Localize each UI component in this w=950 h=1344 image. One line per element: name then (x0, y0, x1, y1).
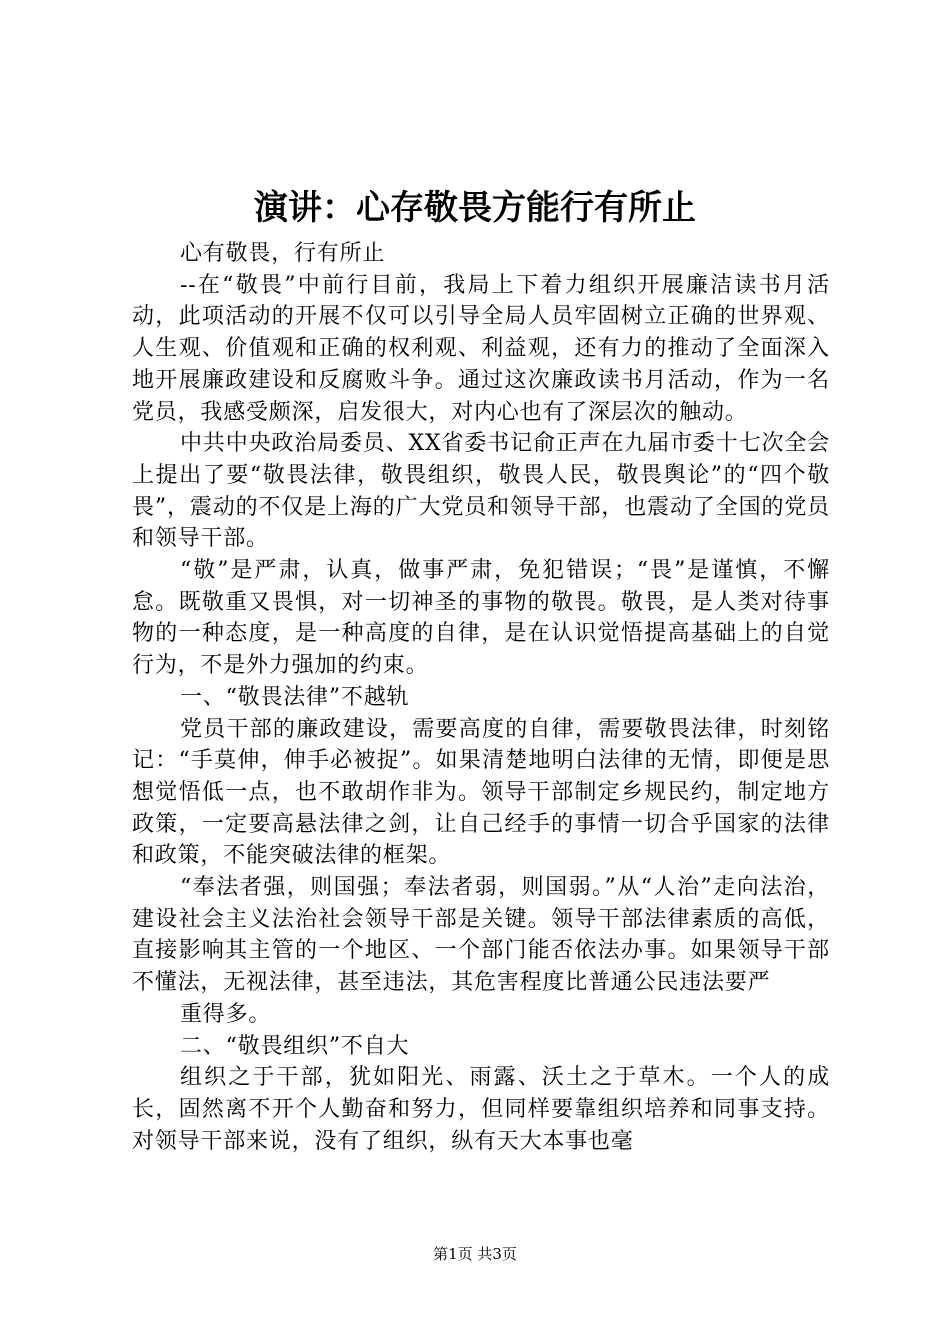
paragraph-intro: --在“敬畏”中前行目前，我局上下着力组织开展廉洁读书月活动，此项活动的开展不仅可以引导全局人员牢固树立正确的世界观、人生观、价值观和正确的权利观、利益观，还有力的推动了全面深入地开展廉政建设和反腐败斗争。通过这次廉政读书月活动，作为一名党员，我感受颇深，启发很大，对内心也有了深层次的触动。 (132, 272, 830, 425)
paragraph-awe-definition: “敬”是严肃，认真，做事严肃，免犯错误；“畏”是谨慎，不懈怠。既敬重又畏惧，对一切神圣的事物的敬畏。敬畏，是人类对待事物的一种态度，是一种高度的自律，是在认识觉悟提高基础上的自觉行为，不是外力强加的约束。 (132, 558, 830, 679)
paragraph-four-awe: 中共中央政治局委员、XX省委书记俞正声在九届市委十七次全会上提出了要“敬畏法律，敬畏组织，敬畏人民，敬畏舆论”的“四个敬畏”，震动的不仅是上海的广大党员和领导干部，也震动了全国的党员和领导干部。 (132, 431, 830, 552)
paragraph-continuation: 重得多。 (180, 1001, 272, 1027)
paragraph-organization: 组织之于干部，犹如阳光、雨露、沃土之于草木。一个人的成长，固然离不开个人勤奋和努力，但同样要靠组织培养和同事支持。对领导干部来说，没有了组织，纵有天大本事也毫 (132, 1065, 830, 1154)
section-heading-organization: 二、“敬畏组织”不自大 (180, 1033, 410, 1059)
section-heading-law: 一、“敬畏法律”不越轨 (180, 684, 410, 710)
document-body (132, 238, 830, 1157)
page-title: 演讲：心存敬畏方能行有所止 (254, 188, 696, 228)
paragraph-rule-of-law: “奉法者强，则国强；奉法者弱，则国弱。”从“人治”走向法治，建设社会主义法治社会领导干部是关键。领导干部法律素质的高低，直接影响其主管的一个地区、一个部门能否依法办事。如果领导干部不懂法，无视法律，甚至违法，其危害程度比普通公民违法要严 (132, 875, 830, 996)
page-footer: 第1页 共3页 (433, 1245, 517, 1263)
paragraph-law-self-discipline: 党员干部的廉政建设，需要高度的自律，需要敬畏法律，时刻铭记：“手莫伸，伸手必被捉”。如果清楚地明白法律的无情，即便是思想觉悟低一点，也不敢胡作非为。领导干部制定乡规民约，制定地方政策，一定要高悬法律之剑，让自己经手的事情一切合乎国家的法律和政策，不能突破法律的框架。 (132, 716, 830, 869)
paragraph-subtitle: 心有敬畏，行有所止 (180, 241, 386, 266)
